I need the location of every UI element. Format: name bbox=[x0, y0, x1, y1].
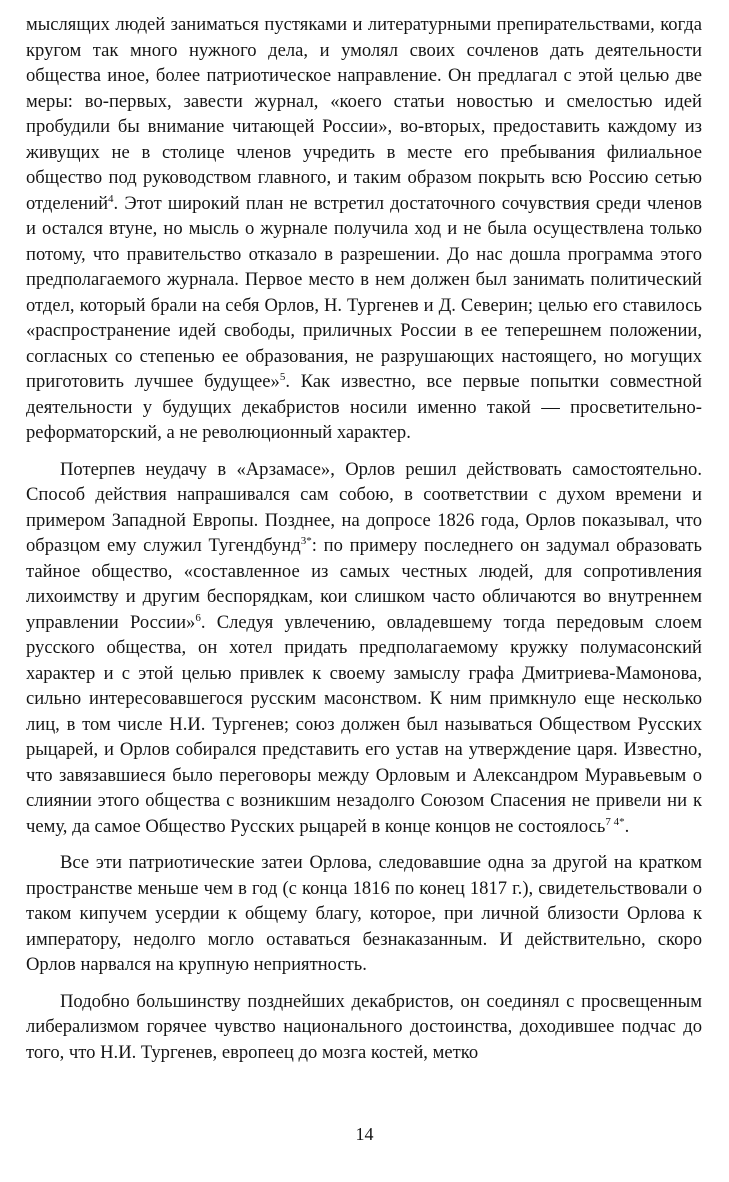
paragraph-2-text-d: . bbox=[624, 815, 630, 837]
paragraph-4-text: Подобно большинству позднейших декабристов, он соединял с просвещенным либерализмом горячее чувство национального достоинства, доходившее подчас до того, что Н.И. Тургенев, европеец до мозга костей, метко bbox=[26, 990, 702, 1063]
page-body bbox=[26, 12, 702, 1076]
paragraph-2-text-a: Потерпев неудачу в «Арзамасе», Орлов решил действовать самостоятельно. Способ действия напрашивался сам собою, в соответствии с духом времени и примером Западной Европы. Позднее, на допросе 1826 года, Орлов показывал, что образцом ему служил Тугендбунд bbox=[26, 458, 702, 556]
paragraph-4 bbox=[26, 989, 702, 1066]
paragraph-3-text: Все эти патриотические затеи Орлова, следовавшие одна за другой на кратком пространстве меньше чем в год (с конца 1816 по конец 1817 г.), свидетельствовали о таком кипучем усердии к общему благу, которое, при личной близости Орлова к императору, недолго могло оставаться безнаказанным. И действительно, скоро Орлов нарвался на крупную неприятность. bbox=[26, 852, 702, 975]
paragraph-1-text-a: мыслящих людей заниматься пустяками и литературными препирательствами, когда кругом так много нужного дела, и умолял своих сочленов дать деятельности общества иное, более патриотическое направление. Он предлагал с этой целью две меры: во-первых, завести журнал, «коего статьи новостью и смелостью идей пробудили бы внимание читающей России», во-вторых, предоставить каждому из живущих не в столице членов учредить в месте его пребывания филиальное общество под руководством главного, и таким образом покрыть всю Россию сетью отделений bbox=[26, 14, 702, 214]
footnote-marker: 3* bbox=[300, 534, 312, 547]
footnote-marker: 4 bbox=[108, 192, 114, 205]
paragraph-1 bbox=[26, 12, 702, 446]
footnote-marker: 6 bbox=[195, 611, 201, 624]
footnote-marker: 5 bbox=[279, 370, 286, 383]
paragraph-1-text-b: . Этот широкий план не встретил достаточного сочувствия среди членов и остался втуне, но мысль о журнале получила ход и не была осуществлена только потому, что правительство отказало в разрешении. До нас дошла программа этого предполагаемого журнала. Первое место в нем должен был занимать политический отдел, который брали на себя Орлов, Н. Тургенев и Д. Северин; целью его ставилось «распространение идей свободы, приличных России в ее теперешнем положении, согласных со степенью ее образования, не разрушающих настоящего, но могущих приготовить лучшее будущее» bbox=[26, 192, 702, 392]
paragraph-2-text-c: . Следуя увлечению, овладевшему тогда передовым слоем русского общества, он хотел придать предполагаемому кружку полумасонский характер и с этой целью привлек к своему замыслу графа Дмитриева-Мамонова, сильно интересовавшегося русским масонством. К ним примкнуло еще несколько лиц, в том числе Н.И. Тургенев; союз должен был называться Обществом Русских рыцарей, и Орлов собирался представить его устав на утверждение царя. Известно, что завязавшиеся было переговоры между Орловым и Александром Муравьевым о слиянии этого общества с возникшим незадолго Союзом Спасения не привели ни к чему, да самое Общество Русских рыцарей в конце концов не состоялось bbox=[26, 611, 702, 837]
paragraph-2-text-b: : по примеру последнего он задумал образовать тайное общество, «составленное из самых честных людей, для сопротивления лихоимству и другим беспорядкам, кои слишком часто обличаются во внутреннем управлении России» bbox=[26, 535, 702, 633]
page-number: 14 bbox=[355, 1124, 374, 1144]
footnote-marker: 7 4* bbox=[605, 815, 625, 828]
paragraph-3 bbox=[26, 850, 702, 978]
paragraph-1-text-c: . Как известно, все первые попытки совместной деятельности у будущих декабристов носили именно такой — просветительно-реформаторский, а не революционный характер. bbox=[26, 371, 702, 443]
paragraph-2 bbox=[26, 457, 702, 840]
